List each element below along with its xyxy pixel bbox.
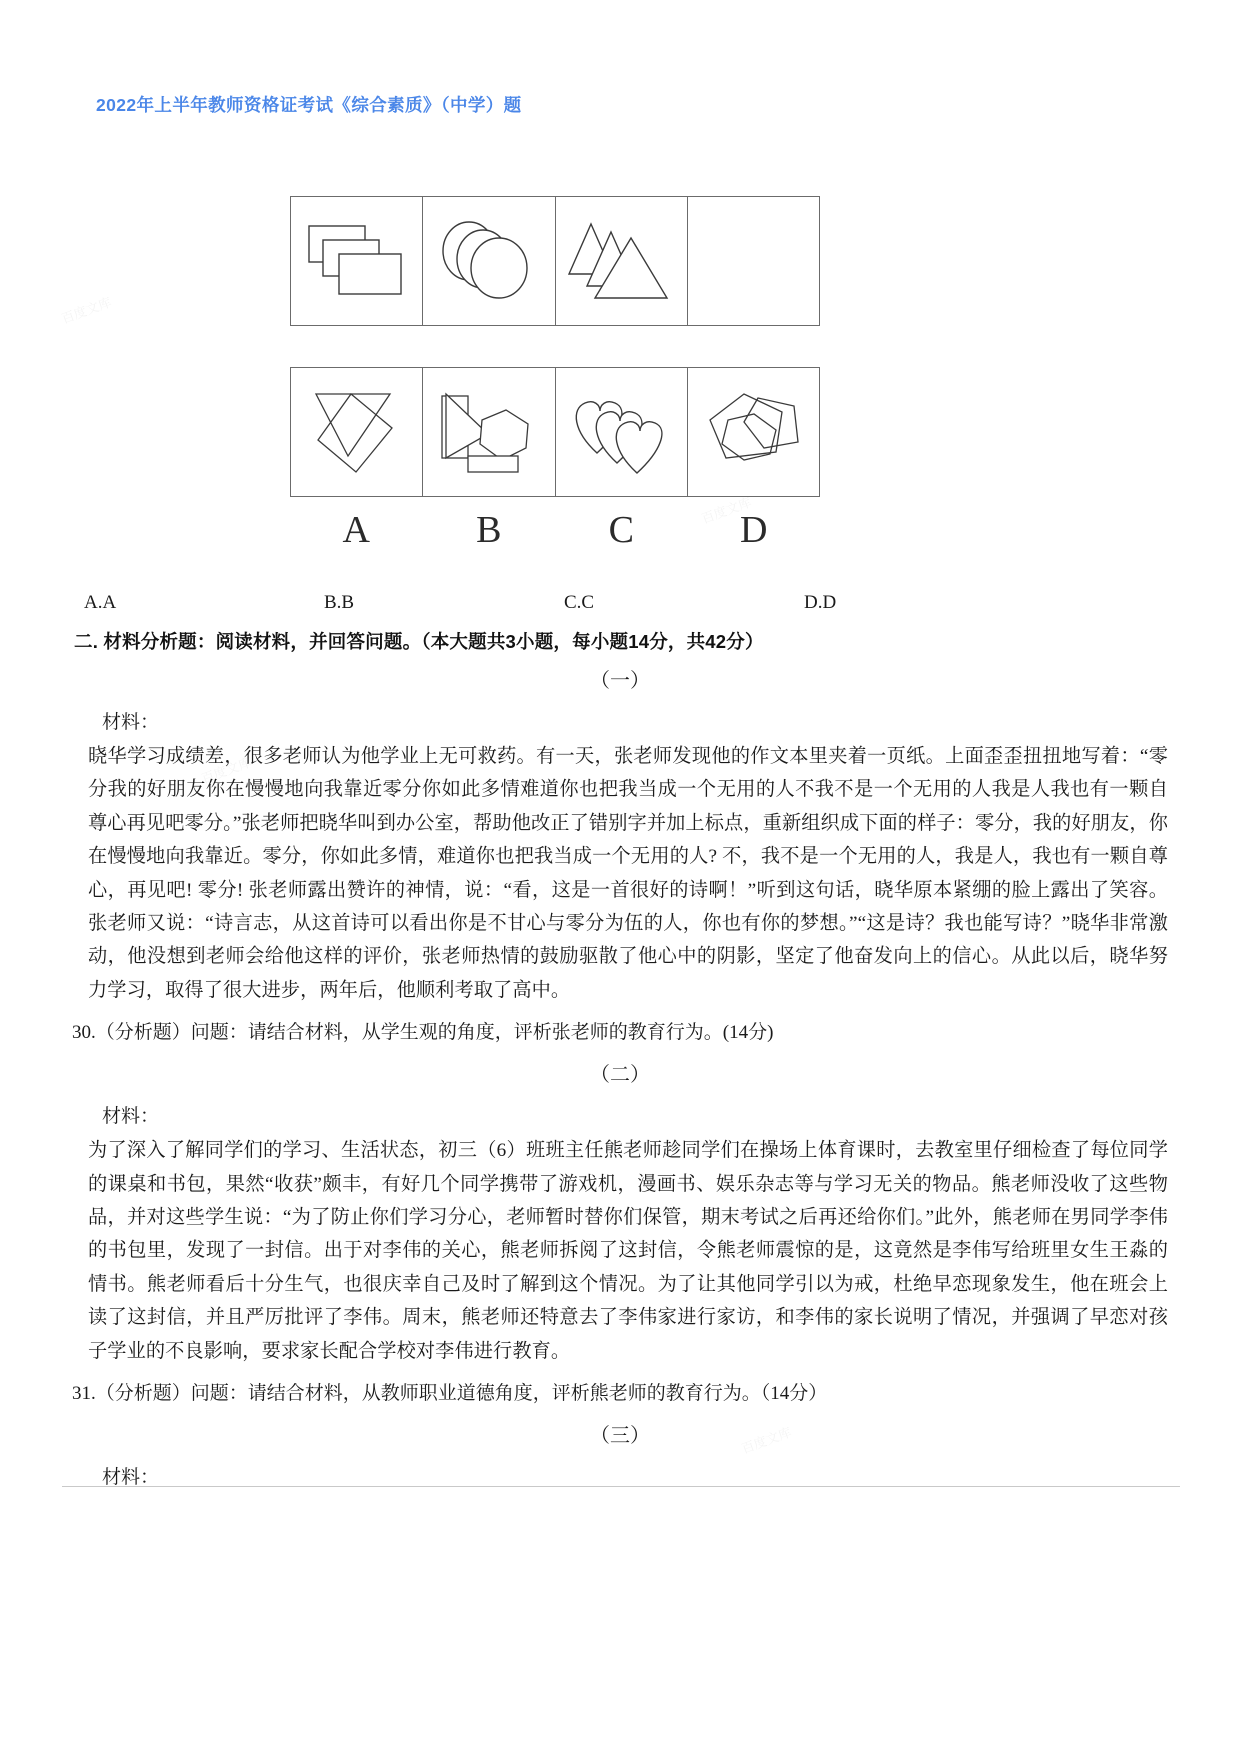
section-heading: 二. 材料分析题：阅读材料，并回答问题。（本大题共3小题，每小题14分，共42分） bbox=[74, 631, 764, 652]
footer-divider bbox=[62, 1486, 1180, 1487]
question-31: 31.（分析题）问题：请结合材料，从教师职业道德角度，评析熊老师的教育行为。（14分） bbox=[72, 1383, 828, 1405]
answer-choice-a[interactable]: A.A bbox=[84, 592, 117, 613]
rectangle-triangle-hexagon-icon bbox=[436, 386, 542, 478]
shape-series-question-figure bbox=[290, 196, 820, 551]
three-overlapping-triangles-icon bbox=[569, 220, 673, 302]
material-paragraph-1: 晓华学习成绩差，很多老师认为他学业上无可救药。有一天，张老师发现他的作文本里夹着一页纸。上面歪歪扭扭地写着：“零分我的好朋友你在慢慢地向我靠近零分你如此多情难道你也把我当成一个无用的人不我不是一个无用的人我是人我也有一颗自尊心再见吧零分。”张老师把晓华叫到办公室，帮助他改正了错别字并加上标点，重新组织成下面的样子：零分，我的好朋友，你在慢慢地向我靠近。零分，你如此多情，难道你也把我当成一个无用的人? 不，我不是一个无用的人，我是人，我也有一颗自尊心，再见吧! 零分! 张老师露出赞许的神情，说：“看，这是一首很好的诗啊！”听到这句话，晓华原本紧绷的脸上露出了笑容。张老师又说：“诗言志，从这首诗可以看出你是不甘心与零分为伍的人，你也有你的梦想。”“这是诗？我也能写诗？”晓华非常激动，他没想到老师会给他这样的评价，张老师热情的鼓励驱散了他心中的阴影，坚定了他奋发向上的信心。从此以后，晓华努力学习，取得了很大进步，两年后，他顺利考取了高中。 bbox=[88, 746, 1168, 1001]
option-cell-d[interactable] bbox=[688, 368, 819, 496]
watermark bbox=[58, 292, 113, 328]
option-letter-c: C bbox=[608, 509, 634, 551]
document-body bbox=[72, 628, 1168, 1495]
group-marker-1: （一） bbox=[590, 670, 650, 692]
figure-cell-4-blank bbox=[688, 197, 819, 325]
answer-choice-d[interactable]: D.D bbox=[804, 592, 837, 613]
answer-choices-row bbox=[84, 592, 1144, 614]
figure-cell-2 bbox=[423, 197, 555, 325]
answer-choice-b[interactable]: B.B bbox=[324, 592, 355, 613]
figure-sequence-row bbox=[290, 196, 820, 326]
figure-options-row bbox=[290, 367, 820, 497]
option-cell-b[interactable] bbox=[423, 368, 555, 496]
option-cell-a[interactable] bbox=[291, 368, 423, 496]
figure-cell-3 bbox=[556, 197, 688, 325]
material-label-1: 材料： bbox=[102, 712, 160, 733]
three-overlapping-rectangles-icon bbox=[305, 222, 409, 300]
option-cell-c[interactable] bbox=[556, 368, 688, 496]
answer-choice-c[interactable]: C.C bbox=[564, 592, 595, 613]
option-letter-b: B bbox=[476, 509, 502, 551]
three-overlapping-circles-icon bbox=[437, 219, 541, 303]
three-overlapping-hearts-icon bbox=[567, 387, 675, 477]
material-label-3: 材料： bbox=[102, 1467, 160, 1489]
group-marker-3: （三） bbox=[590, 1425, 650, 1448]
material-label-2: 材料： bbox=[102, 1106, 160, 1128]
group-marker-2: （二） bbox=[590, 1064, 650, 1087]
question-30: 30.（分析题）问题：请结合材料，从学生观的角度，评析张老师的教育行为。(14分) bbox=[72, 1022, 774, 1044]
material-paragraph-2: 为了深入了解同学们的学习、生活状态，初三（6）班班主任熊老师趁同学们在操场上体育课时，去教室里仔细检查了每位同学的课桌和书包，果然“收获”颇丰，有好几个同学携带了游戏机，漫画书、娱乐杂志等与学习无关的物品。熊老师没收了这些物品，并对这些学生说：“为了防止你们学习分心，老师暂时替你们保管，期末考试之后再还给你们。”此外，熊老师在男同学李伟的书包里，发现了一封信。出于对李伟的关心，熊老师拆阅了这封信，令熊老师震惊的是，这竟然是李伟写给班里女生王淼的情书。熊老师看后十分生气，也很庆幸自己及时了解到这个情况。为了让其他同学引以为戒，杜绝早恋现象发生，他在班会上读了这封信，并且严厉批评了李伟。周末，熊老师还特意去了李伟家进行家访，和李伟的家长说明了情况，并强调了早恋对孩子学业的不良影响，要求家长配合学校对李伟进行教育。 bbox=[88, 1140, 1168, 1362]
figure-cell-1 bbox=[291, 197, 423, 325]
option-letter-a: A bbox=[342, 509, 370, 551]
page-title: 2022年上半年教师资格证考试《综合素质》（中学）题 bbox=[96, 95, 522, 115]
option-letter-d: D bbox=[740, 509, 768, 551]
option-letters-row bbox=[290, 511, 820, 551]
pentagon-and-hexagon-icon bbox=[700, 386, 806, 478]
triangle-and-rotated-square-icon bbox=[304, 384, 410, 480]
